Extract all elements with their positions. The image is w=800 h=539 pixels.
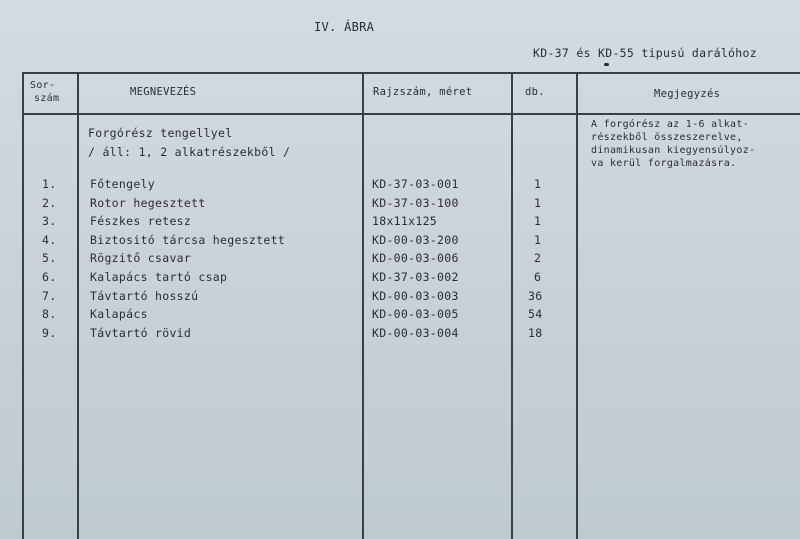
- row-name: Távtartó hosszú: [90, 289, 199, 303]
- ink-mark: [604, 63, 609, 66]
- row-qty: 1: [534, 233, 542, 247]
- col-divider-left: [22, 72, 24, 539]
- row-qty: 2: [534, 251, 542, 265]
- header-megjegyzes: Megjegyzés: [654, 88, 721, 100]
- row-number: 2.: [42, 196, 57, 210]
- header-sor: Sor-: [30, 80, 56, 91]
- row-code: KD-37-03-002: [372, 270, 459, 284]
- row-number: 9.: [42, 326, 57, 340]
- header-bottom-border: [22, 113, 800, 115]
- row-name: Rotor hegesztett: [90, 196, 206, 210]
- row-name: Főtengely: [90, 177, 156, 191]
- group-subtitle: / áll: 1, 2 alkatrészekből /: [88, 145, 291, 159]
- row-code: 18x11x125: [372, 214, 438, 228]
- note-line: va kerül forgalmazásra.: [591, 158, 737, 169]
- row-name: Biztositó tárcsa hegesztett: [90, 233, 286, 247]
- row-name: Kalapács tartó csap: [90, 270, 228, 284]
- row-number: 3.: [42, 214, 57, 228]
- row-number: 8.: [42, 307, 57, 321]
- row-qty: 18: [528, 326, 543, 340]
- row-number: 7.: [42, 289, 57, 303]
- col-divider-megnevezes: [362, 72, 364, 539]
- row-qty: 1: [534, 196, 542, 210]
- row-code: KD-00-03-003: [372, 289, 459, 303]
- table-top-border: [22, 72, 800, 74]
- row-number: 1.: [42, 177, 57, 191]
- header-db: db.: [525, 86, 545, 98]
- group-title: Forgórész tengellyel: [88, 126, 233, 140]
- col-divider-db: [576, 72, 578, 539]
- row-number: 6.: [42, 270, 57, 284]
- header-megnevezes: MEGNEVEZÉS: [130, 86, 197, 98]
- row-code: KD-00-03-006: [372, 251, 459, 265]
- row-number: 4.: [42, 233, 57, 247]
- row-qty: 54: [528, 307, 543, 321]
- row-name: Rögzitő csavar: [90, 251, 192, 265]
- header-rajzszam: Rajzszám, méret: [373, 86, 473, 98]
- note-line: dinamikusan kiegyensúlyoz-: [591, 145, 756, 156]
- document-subtitle: KD-37 és KD-55 tipusú darálóhoz: [533, 46, 757, 60]
- figure-title: IV. ÁBRA: [314, 20, 375, 34]
- row-qty: 6: [534, 270, 542, 284]
- row-name: Távtartó rövid: [90, 326, 192, 340]
- col-divider-rajzszam: [511, 72, 513, 539]
- note-line: A forgórész az 1-6 alkat-: [591, 119, 750, 130]
- col-divider-sor: [77, 72, 79, 539]
- row-qty: 36: [528, 289, 543, 303]
- row-qty: 1: [534, 214, 542, 228]
- row-name: Kalapács: [90, 307, 148, 321]
- row-code: KD-37-03-001: [372, 177, 459, 191]
- header-szam: szám: [34, 93, 60, 104]
- row-name: Fészkes retesz: [90, 214, 192, 228]
- row-code: KD-37-03-100: [372, 196, 459, 210]
- row-number: 5.: [42, 251, 57, 265]
- note-line: részekből összeszerelve,: [591, 132, 743, 143]
- row-code: KD-00-03-200: [372, 233, 459, 247]
- row-code: KD-00-03-004: [372, 326, 459, 340]
- row-qty: 1: [534, 177, 542, 191]
- row-code: KD-00-03-005: [372, 307, 459, 321]
